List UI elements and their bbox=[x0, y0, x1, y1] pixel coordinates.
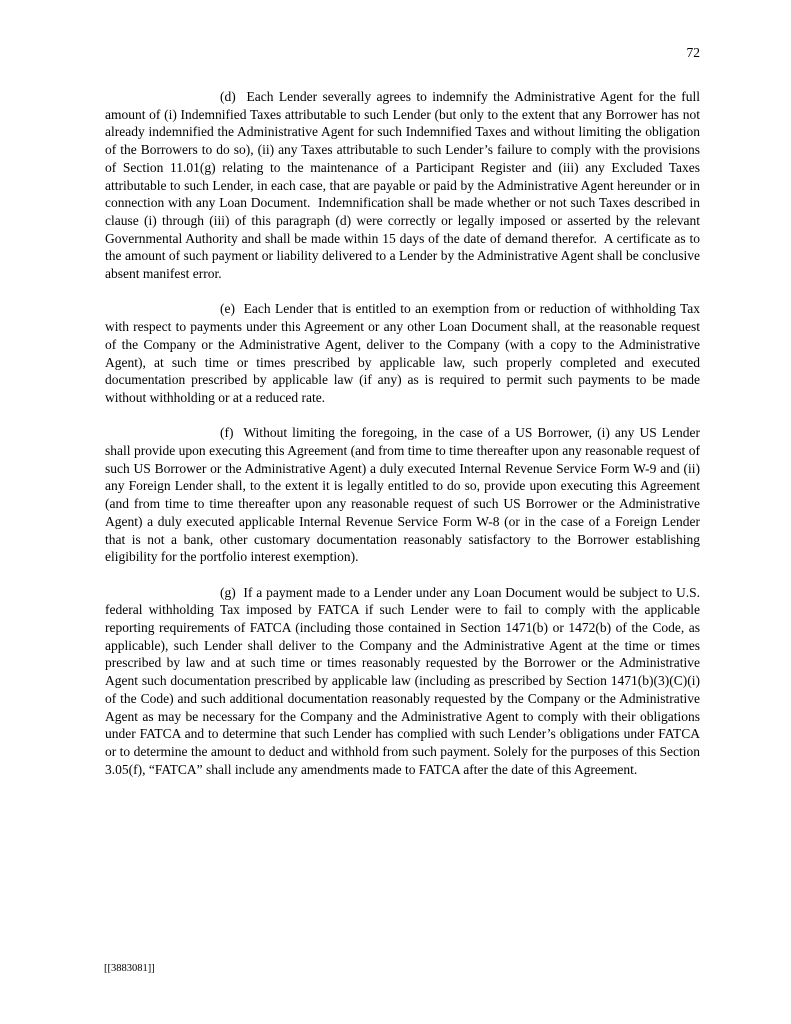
paragraph-g-fatca: (g) If a payment made to a Lender under any Loan Document would be subject to U.S. federal withholding Tax imposed by FATCA if such Lender were to fail to comply with the applicable reporting requirements of FATCA (including those contained in Section 1471(b) or 1472(b) of the Code, as applicable), such Lender shall deliver to the Company and the Administrative Agent at the time or times prescribed by law and at such time or times reasonably requested by the Borrower or the Administrative Agent such documentation prescribed by applicable law (including as prescribed by Section 1471(b)(3)(C)(i) of the Code) and such additional documentation reasonably requested by the Company or the Administrative Agent as may be necessary for the Company and the Administrative Agent to comply with their obligations under FATCA and to determine that such Lender has complied with such Lender’s obligations under FATCA or to determine the amount to deduct and withhold from such payment. Solely for the purposes of this Section 3.05(f), “FATCA” shall include any amendments made to FATCA after the date of this Agreement. bbox=[105, 584, 700, 777]
footer-document-id: [[3883081]] bbox=[104, 963, 155, 974]
page-number: 72 bbox=[686, 45, 700, 60]
paragraph-d-indemnification: (d) Each Lender severally agrees to indemnify the Administrative Agent for the full amount of (i) Indemnified Taxes attributable to such Lender (but only to the extent that any Borrower has not already indemnified the Administrative Agent for such Indemnified Taxes and without limiting the obligation of the Borrowers to do so), (ii) any Taxes attributable to such Lender’s failure to comply with the provisions of Section 11.01(g) relating to the maintenance of a Participant Register and (iii) any Excluded Taxes attributable to such Lender, in each case, that are payable or paid by the Administrative Agent hereunder or in connection with any Loan Document. Indemnification shall be made whether or not such Taxes described in clause (i) through (iii) of this paragraph (d) were correctly or legally imposed or asserted by the relevant Governmental Authority and shall be made within 15 days of the date of demand therefor. A certificate as to the amount of such payment or liability delivered to a Lender by the Administrative Agent shall be conclusive absent manifest error. bbox=[105, 89, 700, 282]
paragraph-e-withholding-exemption: (e) Each Lender that is entitled to an exemption from or reduction of withholding Tax with respect to payments under this Agreement or any other Loan Document shall, at the reasonable request of the Company or the Administrative Agent, deliver to the Company (with a copy to the Administrative Agent), at such time or times prescribed by applicable law, such properly completed and executed documentation prescribed by applicable law (if any) as is required to permit such payments to be made without withholding or at a reduced rate. bbox=[105, 301, 700, 405]
paragraph-f-irs-forms: (f) Without limiting the foregoing, in the case of a US Borrower, (i) any US Lender shall provide upon executing this Agreement (and from time to time thereafter upon any reasonable request of such US Borrower or the Administrative Agent) a duly executed Internal Revenue Service Form W-9 and (ii) any Foreign Lender shall, to the extent it is legally entitled to do so, provide upon executing this Agreement (and from time to time thereafter upon any reasonable request of such US Borrower or the Administrative Agent) a duly executed applicable Internal Revenue Service Form W-8 (or in the case of a Foreign Lender that is not a bank, other customary documentation reasonably satisfactory to the Borrower establishing eligibility for the portfolio interest exemption). bbox=[105, 425, 700, 565]
document-body bbox=[105, 88, 700, 778]
